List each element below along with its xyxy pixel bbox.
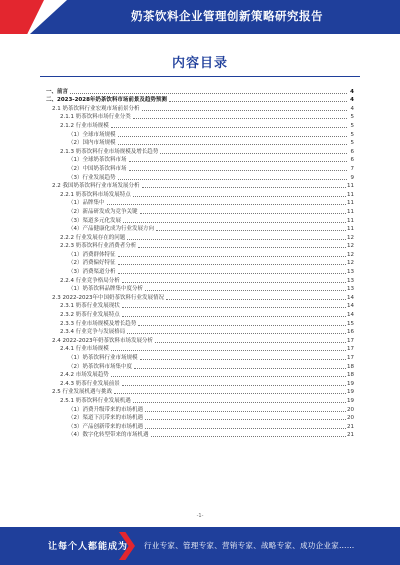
toc-entry-page: 6 [350,148,354,155]
toc-leader-dots [133,402,346,403]
toc-entry-page: 12 [347,251,354,258]
report-title: 奶茶饮料企业管理创新策略研究报告 [131,9,323,23]
toc-entry-page: 17 [347,346,354,353]
toc-entry[interactable] [46,104,354,113]
toc-entry[interactable] [46,182,354,191]
toc-leader-dots [114,393,346,394]
toc-entry-page: 11 [347,183,354,190]
toc-entry-title: 2.2.4 行业竞争格局分析 [60,277,120,284]
toc-entry[interactable] [46,130,354,139]
toc-entry-page: 4 [350,88,354,95]
toc-leader-dots [138,325,346,326]
toc-leader-dots [140,213,346,214]
toc-leader-dots [140,359,346,360]
toc-entry[interactable] [46,345,354,354]
toc-entry-title: 2.3.3 行业市场规模及增长趋势 [60,320,137,327]
toc-entry-title: （2）渠道下沉带来的市场机遇 [68,415,144,422]
toc-entry-title: （2）中国奶茶饮料市场 [68,165,127,172]
toc-leader-dots [133,118,347,119]
toc-entry-title: 2.3.4 行业竞争与发展格局 [60,329,126,336]
toc-entry[interactable] [46,225,354,234]
report-footer [0,527,400,565]
toc-entry-page: 5 [350,122,354,129]
toc-leader-dots [138,247,346,248]
toc-entry-title: 2.2.3 奶茶饮料行业消费者分析 [60,243,137,250]
toc-entry-page: 20 [347,406,354,413]
toc-leader-dots [122,307,346,308]
footer-slogan: 让每个人都能成为 [48,542,129,552]
toc-leader-dots [107,204,347,205]
toc-entry-title: （1）消费升级带来的市场机遇 [68,406,144,413]
toc-leader-dots [70,93,347,94]
toc-entry-title: 2.3 2022-2023年中国奶茶饮料行业发展情况 [52,294,164,301]
toc-leader-dots [160,153,347,154]
toc-leader-dots [123,222,346,223]
toc-leader-dots [127,333,346,334]
toc-entry[interactable] [46,267,354,276]
toc-entry-title: （1）奶茶饮料行业市场规模 [68,355,138,361]
toc-entry-title: 2.1 奶茶饮料行业宏观市场前景分析 [52,105,140,112]
toc-divider [40,76,360,77]
page-number: -1- [196,513,204,519]
toc-entry-page: 11 [347,226,354,233]
toc-entry-page: 11 [347,191,354,198]
toc-leader-dots [129,170,347,171]
toc-entry-title: （2）消费偏好特征 [68,260,116,267]
toc-leader-dots [129,161,347,162]
toc-entry-title: （1）消费群体特征 [68,251,116,258]
toc-entry[interactable] [46,156,354,165]
table-of-contents [46,87,354,439]
toc-leader-dots [155,342,346,343]
toc-entry-page: 5 [350,131,354,138]
toc-entry-title: 二、2023-2028年奶茶饮料市场前景及趋势预测 [46,97,167,104]
footer-roles: 行业专家、管理专家、营销专家、战略专家、成功企业家…… [144,541,355,550]
toc-entry-page: 4 [350,97,354,104]
toc-entry-title: 2.4 2022-2023年奶茶饮料市场发展分析 [52,337,153,344]
toc-entry[interactable] [46,379,354,388]
toc-entry-title: 2.1.3 奶茶饮料行业市场规模及增长趋势 [60,148,159,155]
toc-entry-page: 11 [347,208,354,215]
toc-entry-title: 2.4.1 行业市场规模 [60,346,109,353]
toc-entry[interactable] [46,310,354,319]
toc-entry-page: 14 [347,303,354,310]
toc-entry[interactable] [46,285,354,294]
toc-entry[interactable] [46,302,354,311]
toc-entry-page: 12 [347,234,354,241]
toc-entry-page: 12 [347,243,354,250]
toc-leader-dots [151,436,346,437]
toc-entry-page: 13 [347,286,354,293]
toc-entry-page: 19 [347,380,354,387]
toc-leader-dots [122,316,346,317]
toc-entry[interactable] [46,207,354,216]
toc-leader-dots [145,411,346,412]
toc-entry-page: 15 [347,320,354,327]
toc-entry[interactable] [46,250,354,259]
toc-entry-title: （3）产品创新带来的市场机遇 [68,423,144,430]
toc-entry-title: （1）全球市场规模 [68,131,116,138]
toc-entry[interactable] [46,199,354,208]
toc-entry[interactable] [46,121,354,130]
toc-entry-title: 2.2.1 奶茶饮料市场发展特点 [60,191,131,198]
toc-entry[interactable] [46,353,354,362]
toc-entry[interactable] [46,319,354,328]
toc-entry-title: 2.1.2 行业市场规模 [60,122,109,129]
toc-entry[interactable] [46,405,354,414]
toc-entry-title: 2.3.1 奶茶行业发展现状 [60,303,120,310]
toc-entry-page: 9 [350,174,354,181]
toc-heading: 内容目录 [171,56,228,71]
toc-entry-title: （2）新品研发成为竞争关键 [68,208,138,215]
toc-entry-page: 17 [347,355,354,361]
toc-entry[interactable] [46,396,354,405]
toc-leader-dots [145,290,346,291]
toc-entry[interactable] [46,216,354,225]
toc-leader-dots [127,239,346,240]
toc-leader-dots [145,428,346,429]
toc-entry[interactable] [46,371,354,380]
toc-entry-page: 5 [350,114,354,121]
toc-entry[interactable] [46,293,354,302]
toc-entry-page: 11 [347,200,354,207]
toc-entry-page: 19 [347,389,354,396]
toc-leader-dots [118,179,348,180]
toc-entry[interactable] [46,388,354,397]
toc-entry[interactable] [46,113,354,122]
toc-entry[interactable] [46,422,354,431]
toc-entry-title: （1）奶茶饮料品牌集中度分析 [68,286,144,293]
toc-leader-dots [122,282,346,283]
toc-entry-page: 18 [347,363,354,370]
toc-entry-page: 13 [347,277,354,284]
toc-entry-title: （4）数字化转型带来的市场机遇 [68,432,149,439]
toc-entry-page: 19 [347,397,354,404]
toc-entry-page: 14 [347,294,354,301]
toc-entry[interactable] [46,328,354,337]
toc-entry[interactable] [46,173,354,182]
toc-entry-page: 11 [347,217,354,224]
toc-entry-page: 5 [350,140,354,147]
toc-leader-dots [156,230,346,231]
toc-entry-title: 2.1.1 奶茶饮料市场行业分类 [60,114,131,121]
toc-leader-dots [145,419,346,420]
toc-leader-dots [142,110,348,111]
toc-leader-dots [111,127,347,128]
toc-leader-dots [169,101,347,102]
toc-entry-page: 13 [347,269,354,276]
toc-entry-title: 2.3.2 奶茶行业发展特点 [60,312,120,319]
toc-leader-dots [118,136,348,137]
toc-leader-dots [133,196,346,197]
toc-entry-page: 21 [347,432,354,439]
toc-entry-page: 7 [350,165,354,172]
toc-entry-page: 20 [347,415,354,422]
toc-entry-title: （3）渠道多元化发展 [68,217,121,224]
toc-entry-title: （4）产品健康化成为行业发展方向 [68,226,155,233]
toc-leader-dots [122,385,346,386]
toc-entry[interactable] [46,276,354,285]
toc-entry-title: （2）奶茶饮料市场集中度 [68,363,133,370]
toc-entry[interactable] [46,139,354,148]
toc-entry-page: 18 [347,372,354,379]
toc-leader-dots [111,350,346,351]
toc-leader-dots [142,187,347,188]
toc-entry[interactable] [46,336,354,345]
toc-entry-title: 2.4.3 奶茶行业发展前景 [60,380,120,387]
toc-entry-title: 2.2.2 行业发展存在的问题 [60,234,126,241]
toc-entry-title: 2.4.2 市场发展趋势 [60,372,109,379]
toc-entry-page: 4 [350,105,354,112]
toc-entry-page: 21 [347,423,354,430]
toc-entry-page: 14 [347,312,354,319]
toc-entry-title: （3）消费渠道分析 [68,269,116,276]
toc-entry-title: （1）全球奶茶饮料市场 [68,157,127,164]
toc-entry-title: 一、前言 [46,88,69,95]
toc-entry[interactable] [46,147,354,156]
toc-leader-dots [166,299,346,300]
toc-leader-dots [118,264,347,265]
toc-leader-dots [134,368,346,369]
toc-leader-dots [118,256,347,257]
toc-entry[interactable] [46,242,354,251]
toc-entry-title: 2.5.1 奶茶饮料行业发展机遇 [60,397,131,404]
toc-entry[interactable] [46,87,354,96]
toc-entry[interactable] [46,233,354,242]
toc-entry[interactable] [46,164,354,173]
toc-entry[interactable] [46,96,354,105]
toc-leader-dots [118,273,347,274]
toc-entry-page: 6 [350,157,354,164]
toc-entry[interactable] [46,190,354,199]
toc-entry-page: 12 [347,260,354,267]
toc-entry-title: 2.2 我国奶茶饮料行业市场发展分析 [52,183,140,190]
toc-entry-page: 16 [347,329,354,336]
toc-entry[interactable] [46,259,354,268]
toc-entry[interactable] [46,431,354,440]
toc-entry-title: 2.5 行业发展机遇与挑战 [52,389,112,396]
toc-leader-dots [111,376,346,377]
toc-entry-title: （1）品牌集中 [68,200,105,207]
toc-entry-page: 17 [347,337,354,344]
toc-entry[interactable] [46,362,354,371]
toc-entry-title: （2）国内市场规模 [68,140,116,147]
toc-entry[interactable] [46,414,354,423]
report-header [0,0,400,34]
toc-leader-dots [118,144,348,145]
toc-entry-title: （3）行业发展趋势 [68,174,116,181]
